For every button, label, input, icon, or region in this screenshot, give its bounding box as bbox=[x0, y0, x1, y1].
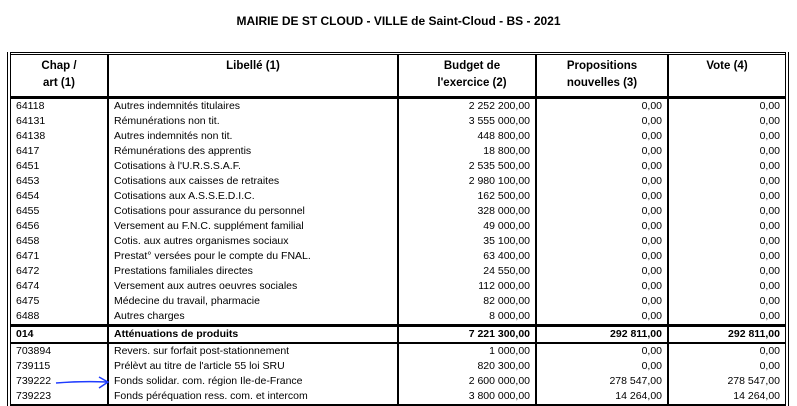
cell-budget: 8 000,00 bbox=[398, 309, 536, 326]
cell-libelle: Autres indemnités non tit. bbox=[108, 129, 398, 144]
cell-chap: 6453 bbox=[16, 175, 40, 187]
cell-chap: 64131 bbox=[16, 115, 46, 127]
cell-libelle: Cotisations aux A.S.S.E.D.I.C. bbox=[108, 189, 398, 204]
cell-libelle: Cotisations pour assurance du personnel bbox=[108, 204, 398, 219]
cell-budget: 820 300,00 bbox=[398, 359, 536, 374]
cell-libelle: Autres charges bbox=[108, 309, 398, 326]
table-row bbox=[9, 359, 787, 374]
header-budget: Budget de l'exercice (2) bbox=[398, 54, 536, 98]
table-row bbox=[9, 204, 787, 219]
cell-vote: 0,00 bbox=[668, 249, 787, 264]
cell-vote: 0,00 bbox=[668, 264, 787, 279]
cell-libelle: Versement aux autres oeuvres sociales bbox=[108, 279, 398, 294]
cell-propositions: 0,00 bbox=[536, 234, 668, 249]
table-row bbox=[9, 98, 787, 115]
cell-budget: 162 500,00 bbox=[398, 189, 536, 204]
cell-budget: 7 221 300,00 bbox=[398, 326, 536, 344]
cell-budget: 35 100,00 bbox=[398, 234, 536, 249]
cell-vote: 0,00 bbox=[668, 174, 787, 189]
cell-budget: 448 800,00 bbox=[398, 129, 536, 144]
table-row bbox=[9, 129, 787, 144]
cell-chap: 014 bbox=[9, 326, 108, 344]
cell-propositions: 292 811,00 bbox=[536, 326, 668, 344]
table-row bbox=[9, 309, 787, 326]
cell-chap: 6472 bbox=[16, 265, 40, 277]
cell-libelle: Prestat° versées pour le compte du FNAL. bbox=[108, 249, 398, 264]
cell-chap: 6458 bbox=[16, 235, 40, 247]
cell-vote: 0,00 bbox=[668, 129, 787, 144]
cell-budget: 49 000,00 bbox=[398, 219, 536, 234]
cell-vote: 0,00 bbox=[668, 144, 787, 159]
cell-budget: 63 400,00 bbox=[398, 249, 536, 264]
cell-libelle: Cotisations aux caisses de retraites bbox=[108, 174, 398, 189]
table-row bbox=[9, 219, 787, 234]
cell-chap: 6475 bbox=[16, 295, 40, 307]
cell-libelle: Prestations familiales directes bbox=[108, 264, 398, 279]
cell-vote: 0,00 bbox=[668, 309, 787, 326]
cell-vote: 0,00 bbox=[668, 114, 787, 129]
cell-vote: 0,00 bbox=[668, 98, 787, 115]
cell-propositions: 0,00 bbox=[536, 249, 668, 264]
cell-vote: 292 811,00 bbox=[668, 326, 787, 344]
table-row bbox=[9, 249, 787, 264]
cell-libelle: Atténuations de produits bbox=[108, 326, 398, 344]
budget-table bbox=[7, 52, 789, 406]
cell-chap: 6456 bbox=[16, 220, 40, 232]
cell-vote: 14 264,00 bbox=[668, 389, 787, 405]
cell-budget: 328 000,00 bbox=[398, 204, 536, 219]
cell-vote: 0,00 bbox=[668, 189, 787, 204]
table-row bbox=[9, 159, 787, 174]
cell-vote: 0,00 bbox=[668, 219, 787, 234]
cell-vote: 0,00 bbox=[668, 359, 787, 374]
header-row bbox=[9, 54, 787, 98]
cell-vote: 0,00 bbox=[668, 204, 787, 219]
cell-libelle: Cotis. aux autres organismes sociaux bbox=[108, 234, 398, 249]
cell-libelle: Autres indemnités titulaires bbox=[108, 98, 398, 115]
cell-libelle: Médecine du travail, pharmacie bbox=[108, 294, 398, 309]
cell-propositions: 0,00 bbox=[536, 204, 668, 219]
cell-libelle: Rémunérations des apprentis bbox=[108, 144, 398, 159]
cell-libelle: Fonds solidar. com. région Ile-de-France bbox=[108, 374, 398, 389]
cell-budget: 2 600 000,00 bbox=[398, 374, 536, 389]
cell-libelle: Rémunérations non tit. bbox=[108, 114, 398, 129]
cell-vote: 0,00 bbox=[668, 279, 787, 294]
table-row bbox=[9, 279, 787, 294]
cell-propositions: 0,00 bbox=[536, 159, 668, 174]
table-row bbox=[9, 174, 787, 189]
table-row bbox=[9, 374, 787, 389]
cell-propositions: 278 547,00 bbox=[536, 374, 668, 389]
cell-propositions: 14 264,00 bbox=[536, 389, 668, 405]
document-title: MAIRIE DE ST CLOUD - VILLE de Saint-Cloud - BS - 2021 bbox=[236, 14, 561, 28]
cell-libelle: Prélèvt au titre de l'article 55 loi SRU bbox=[108, 359, 398, 374]
cell-propositions: 0,00 bbox=[536, 189, 668, 204]
cell-propositions: 0,00 bbox=[536, 359, 668, 374]
cell-propositions: 0,00 bbox=[536, 219, 668, 234]
cell-propositions: 0,00 bbox=[536, 294, 668, 309]
cell-chap: 6454 bbox=[16, 190, 40, 202]
cell-libelle: Cotisations à l'U.R.S.S.A.F. bbox=[108, 159, 398, 174]
cell-budget: 3 555 000,00 bbox=[398, 114, 536, 129]
cell-chap: 739223 bbox=[16, 390, 52, 402]
header-propositions: Propositions nouvelles (3) bbox=[536, 54, 668, 98]
cell-propositions: 0,00 bbox=[536, 174, 668, 189]
table-row bbox=[9, 264, 787, 279]
cell-vote: 278 547,00 bbox=[668, 374, 787, 389]
table-row bbox=[9, 343, 787, 359]
table-row bbox=[9, 114, 787, 129]
header-vote: Vote (4) bbox=[668, 54, 787, 98]
cell-libelle: Versement au F.N.C. supplément familial bbox=[108, 219, 398, 234]
header-libelle: Libellé (1) bbox=[108, 54, 398, 98]
cell-libelle: Revers. sur forfait post-stationnement bbox=[108, 343, 398, 359]
cell-chap: 739115 bbox=[16, 360, 51, 372]
cell-chap: 6451 bbox=[16, 160, 40, 172]
cell-vote: 0,00 bbox=[668, 343, 787, 359]
table-row bbox=[9, 389, 787, 405]
cell-chap: 6417 bbox=[16, 145, 40, 157]
cell-chap: 6474 bbox=[16, 280, 40, 292]
cell-propositions: 0,00 bbox=[536, 264, 668, 279]
table-row bbox=[9, 144, 787, 159]
cell-chap: 6455 bbox=[16, 205, 40, 217]
cell-chap: 739222 bbox=[16, 375, 52, 387]
hand-drawn-arrow-icon bbox=[55, 376, 111, 390]
cell-propositions: 0,00 bbox=[536, 309, 668, 326]
cell-propositions: 0,00 bbox=[536, 343, 668, 359]
cell-propositions: 0,00 bbox=[536, 129, 668, 144]
cell-chap: 703894 bbox=[16, 345, 52, 357]
cell-chap: 6488 bbox=[16, 310, 40, 322]
cell-budget: 24 550,00 bbox=[398, 264, 536, 279]
cell-propositions: 0,00 bbox=[536, 98, 668, 115]
cell-libelle: Fonds péréquation ress. com. et intercom bbox=[108, 389, 398, 405]
total-row bbox=[9, 326, 787, 344]
cell-budget: 2 980 100,00 bbox=[398, 174, 536, 189]
cell-budget: 3 800 000,00 bbox=[398, 389, 536, 405]
cell-budget: 112 000,00 bbox=[398, 279, 536, 294]
cell-vote: 0,00 bbox=[668, 294, 787, 309]
cell-budget: 2 252 200,00 bbox=[398, 98, 536, 115]
cell-chap: 64118 bbox=[16, 100, 45, 112]
cell-propositions: 0,00 bbox=[536, 114, 668, 129]
cell-budget: 1 000,00 bbox=[398, 343, 536, 359]
cell-vote: 0,00 bbox=[668, 159, 787, 174]
cell-budget: 18 800,00 bbox=[398, 144, 536, 159]
cell-chap: 6471 bbox=[16, 250, 40, 262]
cell-propositions: 0,00 bbox=[536, 144, 668, 159]
table-row bbox=[9, 234, 787, 249]
cell-budget: 2 535 500,00 bbox=[398, 159, 536, 174]
cell-chap: 64138 bbox=[16, 130, 46, 142]
cell-propositions: 0,00 bbox=[536, 279, 668, 294]
header-chap: Chap / art (1) bbox=[9, 54, 108, 98]
cell-vote: 0,00 bbox=[668, 234, 787, 249]
table-row bbox=[9, 189, 787, 204]
cell-budget: 82 000,00 bbox=[398, 294, 536, 309]
table-row bbox=[9, 294, 787, 309]
